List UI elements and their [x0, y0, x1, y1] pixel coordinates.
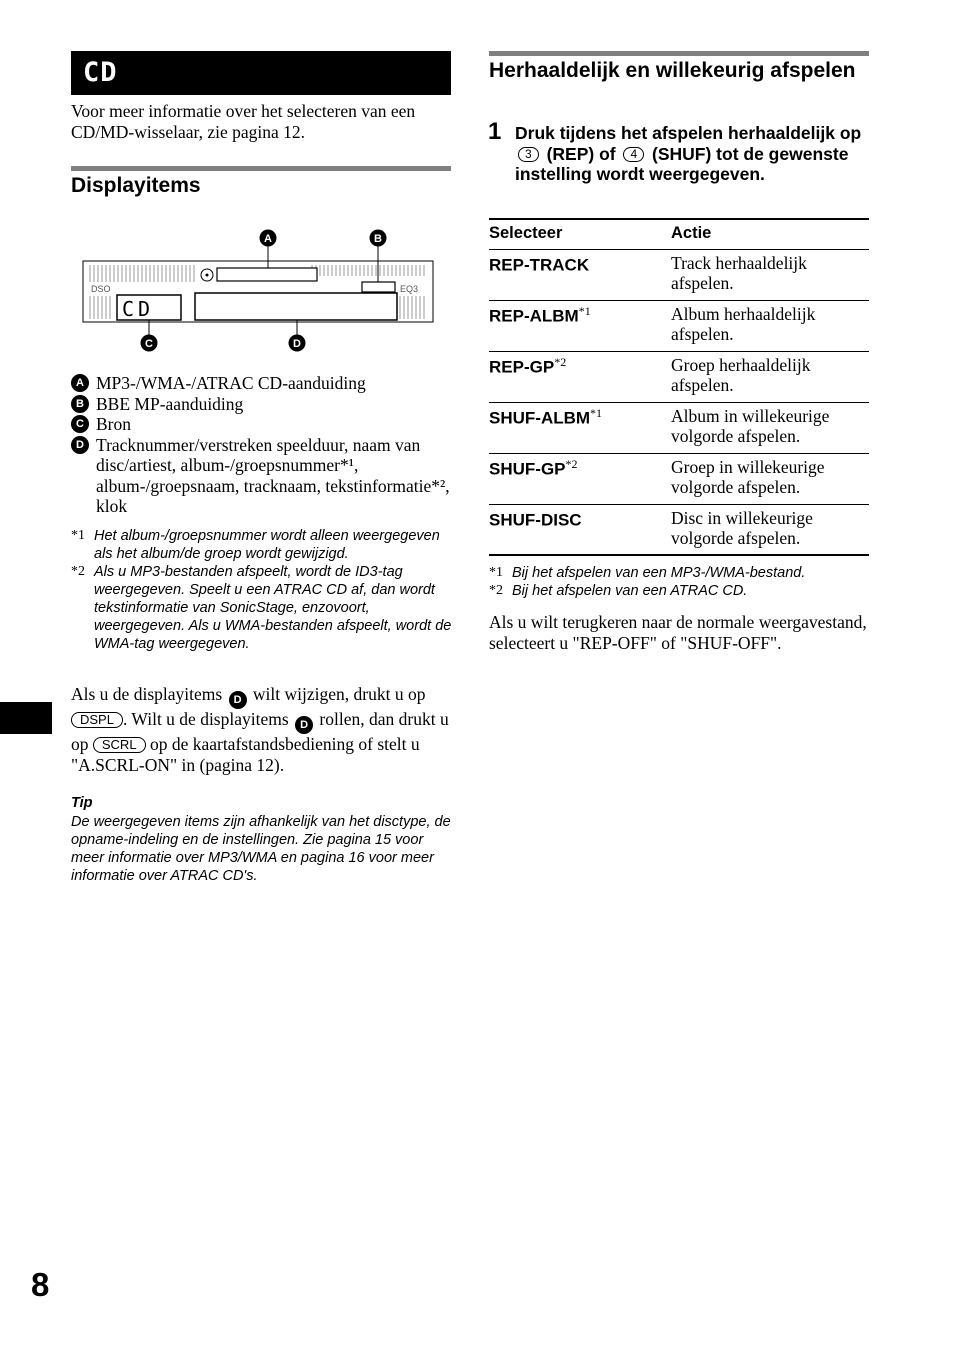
tip-body: De weergegeven items zijn afhankelijk van het disctype, de opname-indeling en de instellingen. Zie pagina 15 voor meer informatie over MP3/WMA en pagina 16 voor meer informatie over ATRAC CD's. — [71, 814, 451, 884]
page-number: 8 — [31, 1266, 50, 1303]
cd-display-text: CD — [122, 297, 155, 321]
table-header-row — [489, 219, 869, 249]
callout-c-badge — [141, 335, 158, 352]
legend-item-c: C Bron — [71, 414, 453, 435]
callout-a-icon: A — [71, 374, 89, 392]
callout-b-badge — [370, 230, 387, 247]
section-title-repeat-shuffle: Herhaaldelijk en willekeurig afspelen — [489, 59, 856, 82]
callout-b-icon: B — [71, 395, 89, 413]
callout-d-icon: D — [71, 436, 89, 454]
svg-text:B: B — [374, 233, 382, 245]
footnote-item: *1 Het album-/groepsnummer wordt alleen weergegeven als het album/de groep wordt gewijzigd. — [71, 528, 440, 562]
callout-a-badge — [260, 230, 277, 247]
legend-item-d: D Tracknummer/verstreken speelduur, naam van disc/artiest, album-/groepsnummer*¹, album-/groepsnaam, tracknaam, tekstinformatie*², klok — [71, 435, 453, 517]
chapter-banner — [71, 51, 451, 95]
step-number: 1 — [488, 118, 502, 145]
options-table — [489, 218, 869, 556]
svg-text:D: D — [293, 338, 301, 350]
scrl-key-icon: SCRL — [93, 737, 146, 753]
table-row: SHUF-DISC Disc in willekeurige volgorde afspelen. — [489, 504, 869, 555]
section-rule — [489, 51, 869, 56]
key-4-icon: 4 — [623, 147, 644, 162]
callout-d-badge — [289, 335, 306, 352]
tip-title: Tip — [71, 795, 93, 811]
table-row: REP-GP$^{*2}$ Groep herhaaldelijk afspelen. — [489, 351, 869, 402]
intro-paragraph: Voor meer informatie over het selecteren van een CD/MD-wisselaar, zie pagina 12. — [71, 101, 416, 142]
dso-label: DSO — [91, 284, 111, 294]
callout-b-area — [362, 282, 395, 292]
section-tab-marker — [0, 702, 52, 734]
callout-d-icon: D — [295, 716, 313, 734]
table-row: SHUF-ALBM$^{*1}$ Album in willekeurige volgorde afspelen. — [489, 402, 869, 453]
eq3-label: EQ3 — [400, 284, 419, 294]
display-change-paragraph: Als u de displayitems D wilt wijzigen, drukt u op DSPL . Wilt u de displayitems D rollen, dan drukt u op SCRL op de kaartafstandsbediening of stelt u "A.SCRL-ON" in (pagina 12). — [71, 684, 449, 775]
table-row: SHUF-GP$^{*2}$ Groep in willekeurige volgorde afspelen. — [489, 453, 869, 504]
footnote-item: *2 Als u MP3-bestanden afspeelt, wordt de ID3-tag weergegeven. Speelt u een ATRAC CD af, dan wordt tekstinformatie van SonicStage, enzovoort, weergegeven. Als u WMA-bestanden afspeelt, wordt de WMA-tag weergegeven. — [71, 564, 452, 652]
return-normal-paragraph: Als u wilt terugkeren naar de normale weergavestand, selecteert u "REP-OFF" of "SHUF-OFF". — [489, 612, 867, 653]
step-instruction: Druk tijdens het afspelen herhaaldelijk op 3 (REP) of 4 (SHUF) tot de gewenste instelling wordt weergegeven. — [515, 123, 862, 184]
key-3-icon: 3 — [518, 147, 539, 162]
svg-text:C: C — [145, 338, 153, 350]
callout-a-area — [217, 268, 317, 281]
diagram-legend — [71, 373, 453, 517]
footnote-item: *2 Bij het afspelen van een ATRAC CD. — [489, 583, 748, 599]
footnotes-right — [489, 564, 869, 600]
callout-c-icon: C — [71, 415, 89, 433]
column-header-actie: Actie — [671, 219, 869, 249]
legend-item-b: B BBE MP-aanduiding — [71, 394, 453, 415]
legend-item-a: A MP3-/WMA-/ATRAC CD-aanduiding — [71, 373, 453, 394]
display-diagram — [80, 226, 440, 356]
dspl-key-icon: DSPL — [71, 712, 123, 728]
section-title-displayitems: Displayitems — [71, 174, 201, 197]
table-row: REP-ALBM$^{*1}$ Album herhaaldelijk afspelen. — [489, 300, 869, 351]
callout-d-icon: D — [229, 691, 247, 709]
footnotes-left — [71, 527, 453, 653]
svg-text:A: A — [264, 233, 272, 245]
column-header-selecteer: Selecteer — [489, 219, 671, 249]
callout-d-area — [195, 293, 397, 320]
section-rule — [71, 166, 451, 171]
table-row: REP-TRACK Track herhaaldelijk afspelen. — [489, 249, 869, 300]
footnote-item: *1 Bij het afspelen van een MP3-/WMA-bestand. — [489, 565, 806, 581]
chapter-title: CD — [83, 57, 118, 88]
